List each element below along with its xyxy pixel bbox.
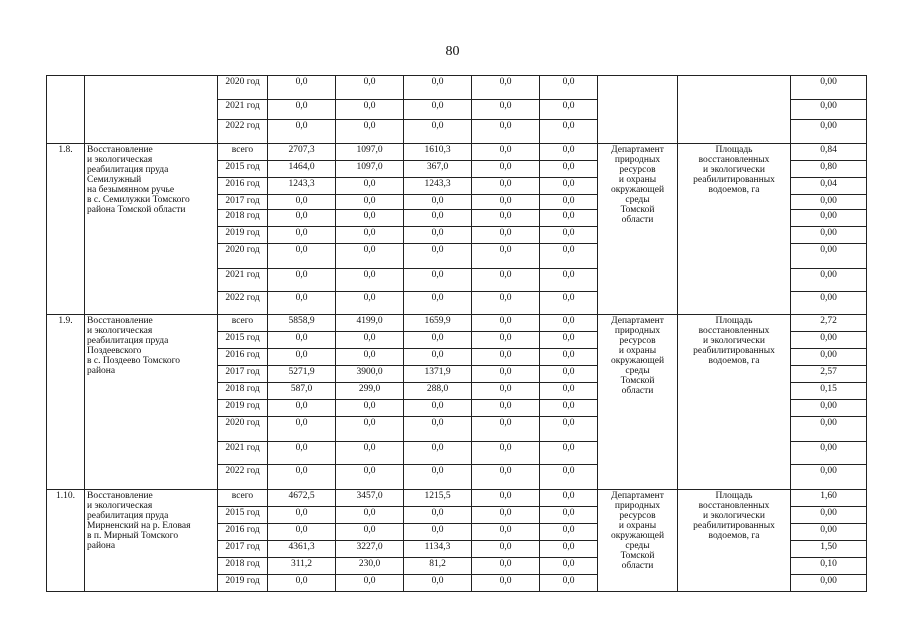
value-cell: 1243,3	[404, 178, 472, 195]
value-cell: 0,0	[540, 292, 598, 315]
value-cell: 0,0	[472, 161, 540, 178]
value-cell: 1464,0	[268, 161, 336, 178]
value-cell: 0,0	[540, 442, 598, 465]
indicator-value-cell: 0,00	[791, 210, 867, 227]
year-cell: 2015 год	[218, 507, 268, 524]
value-cell: 0,0	[540, 575, 598, 592]
value-cell: 0,0	[268, 195, 336, 210]
section-number-cell: 1.9.	[47, 315, 85, 490]
value-cell: 0,0	[404, 292, 472, 315]
value-cell: 0,0	[336, 400, 404, 417]
section-name-line: в п. Мирный Томского	[87, 531, 179, 541]
value-cell: 0,0	[540, 541, 598, 558]
value-cell: 0,0	[268, 76, 336, 100]
value-cell: 0,0	[336, 178, 404, 195]
value-cell: 0,0	[540, 76, 598, 100]
section-number-cell: 1.10.	[47, 490, 85, 592]
section-name-line: реабилитация пруда	[87, 511, 169, 521]
carryover-number-cell	[47, 76, 85, 144]
section-name-cell	[85, 315, 218, 490]
value-cell: 0,0	[404, 120, 472, 144]
year-cell: 2021 год	[218, 100, 268, 120]
value-cell: 5271,9	[268, 366, 336, 383]
department-line: среды	[625, 366, 650, 376]
carryover-indicator-cell	[678, 76, 791, 144]
value-cell: 0,0	[336, 100, 404, 120]
indicator-value-cell: 0,00	[791, 575, 867, 592]
department-line: Томской	[620, 376, 655, 386]
value-cell: 0,0	[540, 178, 598, 195]
section-name-line: Семилужный	[87, 175, 142, 185]
indicator-line: водоемов, га	[708, 185, 760, 195]
value-cell: 0,0	[404, 524, 472, 541]
value-cell: 230,0	[336, 558, 404, 575]
value-cell: 0,0	[540, 558, 598, 575]
value-cell: 0,0	[404, 442, 472, 465]
value-cell: 0,0	[472, 490, 540, 507]
value-cell: 0,0	[540, 507, 598, 524]
value-cell: 4672,5	[268, 490, 336, 507]
department-cell	[598, 315, 678, 490]
value-cell: 0,0	[268, 465, 336, 490]
year-cell: 2022 год	[218, 120, 268, 144]
indicator-line: восстановленных	[698, 155, 770, 165]
indicator-line: и экологически	[703, 511, 765, 521]
indicator-line: водоемов, га	[708, 356, 760, 366]
value-cell: 0,0	[472, 332, 540, 349]
section-name-line: реабилитация пруда	[87, 336, 169, 346]
section-name-line: района Томской области	[87, 205, 186, 215]
department-line: ресурсов	[619, 165, 656, 175]
value-cell: 0,0	[472, 100, 540, 120]
value-cell: 2707,3	[268, 144, 336, 161]
value-cell: 0,0	[268, 332, 336, 349]
department-line: среды	[625, 195, 650, 205]
year-cell: 2018 год	[218, 210, 268, 227]
indicator-line: Площадь	[715, 145, 753, 155]
value-cell: 587,0	[268, 383, 336, 400]
section-name-line: и экологическая	[87, 326, 153, 336]
value-cell: 0,0	[472, 292, 540, 315]
carryover-department-cell	[598, 76, 678, 144]
value-cell: 3457,0	[336, 490, 404, 507]
indicator-line: восстановленных	[698, 501, 770, 511]
indicator-cell	[678, 490, 791, 592]
indicator-value-cell: 0,00	[791, 442, 867, 465]
department-cell	[598, 144, 678, 315]
value-cell: 0,0	[404, 507, 472, 524]
value-cell: 1243,3	[268, 178, 336, 195]
program-table	[46, 75, 867, 592]
value-cell: 3227,0	[336, 541, 404, 558]
value-cell: 1097,0	[336, 161, 404, 178]
value-cell: 0,0	[472, 507, 540, 524]
value-cell: 0,0	[336, 244, 404, 269]
value-cell: 0,0	[472, 541, 540, 558]
indicator-line: реабилитированных	[693, 346, 775, 356]
department-line: окружающей	[610, 356, 665, 366]
year-cell: 2020 год	[218, 244, 268, 269]
department-line: области	[621, 386, 654, 396]
value-cell: 0,0	[540, 210, 598, 227]
section-name-cell	[85, 490, 218, 592]
value-cell: 0,0	[472, 244, 540, 269]
section-name-line: Восстановление	[87, 316, 153, 326]
value-cell: 0,0	[268, 400, 336, 417]
year-cell: 2015 год	[218, 161, 268, 178]
value-cell: 0,0	[336, 349, 404, 366]
value-cell: 299,0	[336, 383, 404, 400]
year-cell: 2019 год	[218, 575, 268, 592]
value-cell: 0,0	[540, 349, 598, 366]
year-cell: 2016 год	[218, 349, 268, 366]
indicator-line: Площадь	[715, 316, 753, 326]
value-cell: 0,0	[472, 575, 540, 592]
year-cell: 2021 год	[218, 269, 268, 292]
year-cell: 2022 год	[218, 292, 268, 315]
value-cell: 0,0	[540, 400, 598, 417]
value-cell: 0,0	[540, 465, 598, 490]
year-cell: всего	[218, 315, 268, 332]
table-body	[47, 76, 867, 592]
indicator-value-cell: 0,00	[791, 400, 867, 417]
value-cell: 0,0	[404, 400, 472, 417]
indicator-value-cell: 2,57	[791, 366, 867, 383]
value-cell: 0,0	[540, 315, 598, 332]
indicator-line: реабилитированных	[693, 175, 775, 185]
value-cell: 0,0	[404, 76, 472, 100]
value-cell: 0,0	[404, 100, 472, 120]
indicator-value-cell: 1,60	[791, 490, 867, 507]
department-line: Департамент	[611, 491, 664, 501]
year-cell: 2017 год	[218, 195, 268, 210]
section-name-line: и экологическая	[87, 155, 153, 165]
value-cell: 367,0	[404, 161, 472, 178]
year-cell: 2019 год	[218, 400, 268, 417]
table-row	[47, 490, 867, 507]
section-name-line: Поздеевского	[87, 346, 142, 356]
indicator-value-cell: 0,00	[791, 465, 867, 490]
value-cell: 0,0	[268, 210, 336, 227]
value-cell: 0,0	[540, 100, 598, 120]
value-cell: 0,0	[268, 507, 336, 524]
year-cell: 2022 год	[218, 465, 268, 490]
value-cell: 0,0	[472, 465, 540, 490]
value-cell: 0,0	[268, 120, 336, 144]
department-line: окружающей	[610, 185, 665, 195]
value-cell: 0,0	[404, 195, 472, 210]
value-cell: 0,0	[336, 332, 404, 349]
value-cell: 0,0	[404, 244, 472, 269]
value-cell: 0,0	[268, 417, 336, 442]
value-cell: 0,0	[472, 195, 540, 210]
table-row	[47, 76, 867, 100]
value-cell: 0,0	[336, 292, 404, 315]
value-cell: 0,0	[472, 524, 540, 541]
department-line: области	[621, 215, 654, 225]
indicator-value-cell: 0,00	[791, 195, 867, 210]
department-line: и охраны	[618, 521, 657, 531]
indicator-line: водоемов, га	[708, 531, 760, 541]
indicator-cell	[678, 315, 791, 490]
year-cell: 2020 год	[218, 76, 268, 100]
year-cell: 2019 год	[218, 227, 268, 244]
indicator-value-cell: 0,10	[791, 558, 867, 575]
section-name-line: и экологическая	[87, 501, 153, 511]
value-cell: 0,0	[336, 465, 404, 490]
year-cell: 2018 год	[218, 558, 268, 575]
value-cell: 0,0	[540, 524, 598, 541]
year-cell: всего	[218, 144, 268, 161]
year-cell: 2017 год	[218, 541, 268, 558]
value-cell: 0,0	[336, 120, 404, 144]
value-cell: 0,0	[404, 349, 472, 366]
indicator-cell	[678, 144, 791, 315]
value-cell: 0,0	[336, 507, 404, 524]
indicator-value-cell: 1,50	[791, 541, 867, 558]
year-cell: 2017 год	[218, 366, 268, 383]
department-line: Департамент	[611, 316, 664, 326]
section-name-line: района	[87, 541, 116, 551]
value-cell: 0,0	[472, 400, 540, 417]
value-cell: 0,0	[336, 227, 404, 244]
value-cell: 0,0	[336, 442, 404, 465]
section-name-line: в с. Поздеево Томского	[87, 356, 181, 366]
indicator-value-cell: 0,00	[791, 100, 867, 120]
indicator-value-cell: 0,00	[791, 244, 867, 269]
indicator-value-cell: 0,00	[791, 417, 867, 442]
year-cell: 2020 год	[218, 417, 268, 442]
value-cell: 0,0	[472, 315, 540, 332]
department-line: и охраны	[618, 346, 657, 356]
value-cell: 0,0	[540, 332, 598, 349]
value-cell: 0,0	[540, 195, 598, 210]
carryover-name-cell	[85, 76, 218, 144]
department-line: окружающей	[610, 531, 665, 541]
year-cell: 2021 год	[218, 442, 268, 465]
value-cell: 1659,9	[404, 315, 472, 332]
department-line: Департамент	[611, 145, 664, 155]
indicator-value-cell: 0,00	[791, 292, 867, 315]
value-cell: 0,0	[268, 227, 336, 244]
value-cell: 0,0	[404, 465, 472, 490]
indicator-line: и экологически	[703, 165, 765, 175]
value-cell: 0,0	[404, 269, 472, 292]
indicator-value-cell: 0,00	[791, 507, 867, 524]
section-name-line: Восстановление	[87, 491, 153, 501]
value-cell: 0,0	[336, 76, 404, 100]
indicator-value-cell: 0,00	[791, 76, 867, 100]
value-cell: 311,2	[268, 558, 336, 575]
section-name-line: на безымянном ручье	[87, 185, 175, 195]
value-cell: 0,0	[472, 227, 540, 244]
indicator-value-cell: 0,80	[791, 161, 867, 178]
indicator-value-cell: 0,04	[791, 178, 867, 195]
indicator-value-cell: 0,00	[791, 349, 867, 366]
value-cell: 0,0	[472, 269, 540, 292]
value-cell: 0,0	[472, 366, 540, 383]
value-cell: 1215,5	[404, 490, 472, 507]
value-cell: 0,0	[540, 417, 598, 442]
indicator-value-cell: 0,00	[791, 524, 867, 541]
indicator-value-cell: 0,00	[791, 227, 867, 244]
section-name-line: Мирненский на р. Еловая	[87, 521, 191, 531]
section-name-line: района	[87, 366, 116, 376]
year-cell: 2016 год	[218, 524, 268, 541]
indicator-value-cell: 0,00	[791, 269, 867, 292]
value-cell: 1097,0	[336, 144, 404, 161]
value-cell: 0,0	[472, 417, 540, 442]
indicator-line: Площадь	[715, 491, 753, 501]
value-cell: 0,0	[336, 269, 404, 292]
value-cell: 0,0	[268, 292, 336, 315]
value-cell: 0,0	[472, 76, 540, 100]
year-cell: 2015 год	[218, 332, 268, 349]
year-cell: всего	[218, 490, 268, 507]
table-row	[47, 315, 867, 332]
value-cell: 0,0	[268, 442, 336, 465]
value-cell: 0,0	[472, 144, 540, 161]
value-cell: 1134,3	[404, 541, 472, 558]
value-cell: 0,0	[336, 195, 404, 210]
value-cell: 0,0	[336, 417, 404, 442]
value-cell: 5858,9	[268, 315, 336, 332]
department-line: и охраны	[618, 175, 657, 185]
section-number-cell: 1.8.	[47, 144, 85, 315]
indicator-value-cell: 0,00	[791, 120, 867, 144]
value-cell: 0,0	[540, 227, 598, 244]
value-cell: 0,0	[268, 575, 336, 592]
value-cell: 0,0	[472, 383, 540, 400]
section-name-line: реабилитация пруда	[87, 165, 169, 175]
department-line: области	[621, 561, 654, 571]
department-line: ресурсов	[619, 336, 656, 346]
value-cell: 4361,3	[268, 541, 336, 558]
year-cell: 2016 год	[218, 178, 268, 195]
value-cell: 0,0	[268, 269, 336, 292]
value-cell: 0,0	[404, 332, 472, 349]
value-cell: 0,0	[268, 524, 336, 541]
table-row	[47, 144, 867, 161]
section-name-line: в с. Семилужки Томского	[87, 195, 190, 205]
indicator-value-cell: 0,84	[791, 144, 867, 161]
value-cell: 0,0	[336, 524, 404, 541]
value-cell: 0,0	[336, 575, 404, 592]
value-cell: 3900,0	[336, 366, 404, 383]
indicator-line: восстановленных	[698, 326, 770, 336]
value-cell: 0,0	[540, 383, 598, 400]
value-cell: 1371,9	[404, 366, 472, 383]
value-cell: 0,0	[540, 120, 598, 144]
value-cell: 0,0	[540, 269, 598, 292]
value-cell: 0,0	[540, 161, 598, 178]
value-cell: 0,0	[540, 366, 598, 383]
value-cell: 0,0	[472, 442, 540, 465]
value-cell: 0,0	[472, 558, 540, 575]
value-cell: 1610,3	[404, 144, 472, 161]
value-cell: 81,2	[404, 558, 472, 575]
section-name-cell	[85, 144, 218, 315]
value-cell: 0,0	[472, 120, 540, 144]
indicator-value-cell: 0,15	[791, 383, 867, 400]
value-cell: 0,0	[268, 100, 336, 120]
department-line: Томской	[620, 205, 655, 215]
value-cell: 0,0	[336, 210, 404, 227]
value-cell: 0,0	[404, 227, 472, 244]
value-cell: 0,0	[540, 144, 598, 161]
value-cell: 0,0	[268, 244, 336, 269]
value-cell: 0,0	[540, 490, 598, 507]
year-cell: 2018 год	[218, 383, 268, 400]
value-cell: 288,0	[404, 383, 472, 400]
department-line: природных	[614, 501, 661, 511]
department-line: природных	[614, 326, 661, 336]
section-name-line: Восстановление	[87, 145, 153, 155]
value-cell: 0,0	[404, 210, 472, 227]
department-cell	[598, 490, 678, 592]
page-number: 80	[445, 44, 460, 59]
indicator-value-cell: 0,00	[791, 332, 867, 349]
value-cell: 0,0	[472, 349, 540, 366]
value-cell: 4199,0	[336, 315, 404, 332]
value-cell: 0,0	[472, 178, 540, 195]
department-line: ресурсов	[619, 511, 656, 521]
department-line: Томской	[620, 551, 655, 561]
indicator-value-cell: 2,72	[791, 315, 867, 332]
department-line: природных	[614, 155, 661, 165]
indicator-line: и экологически	[703, 336, 765, 346]
department-line: среды	[625, 541, 650, 551]
value-cell: 0,0	[404, 575, 472, 592]
value-cell: 0,0	[472, 210, 540, 227]
indicator-line: реабилитированных	[693, 521, 775, 531]
value-cell: 0,0	[540, 244, 598, 269]
value-cell: 0,0	[268, 349, 336, 366]
value-cell: 0,0	[404, 417, 472, 442]
